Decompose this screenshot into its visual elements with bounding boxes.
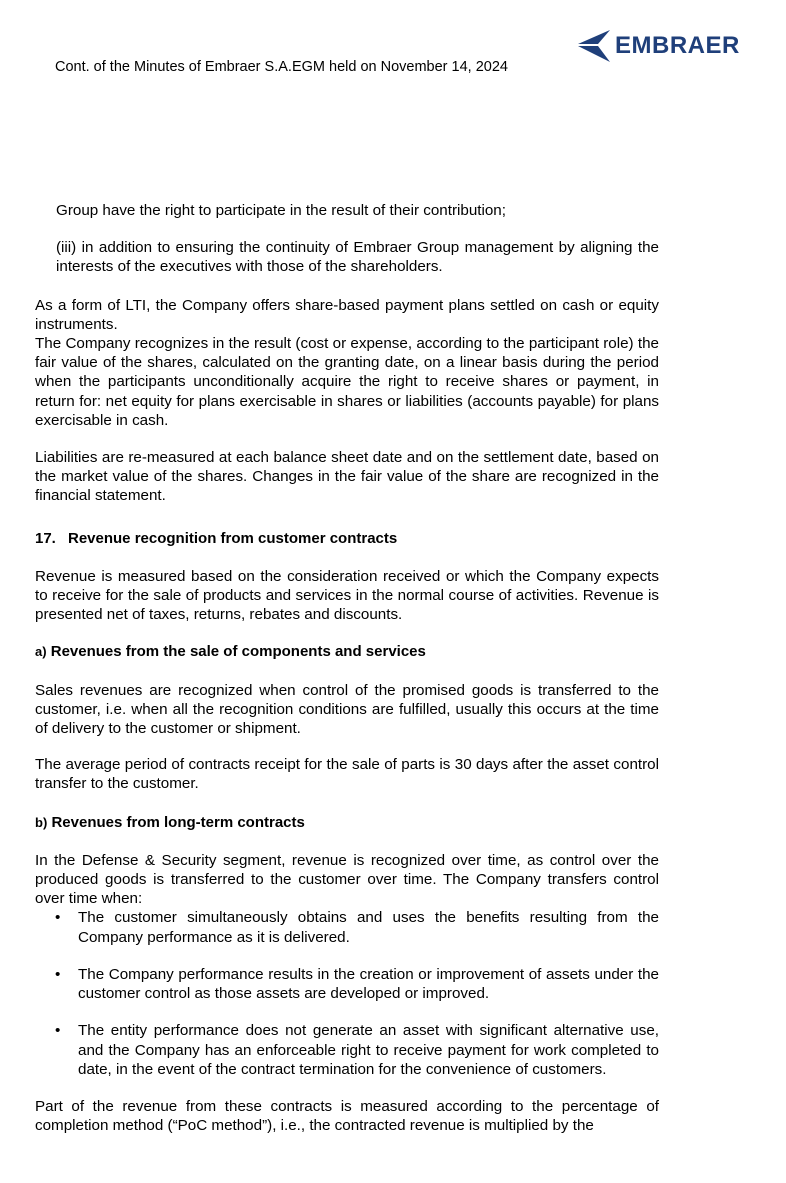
subsection-tag: a) (35, 644, 47, 660)
logo-wordmark: EMBRAER (615, 32, 740, 59)
paragraph-revenue: Revenue is measured based on the consideration received or which the Company expects to receive for the sale of products and services in the normal course of activities. Revenue is presented net of taxes, returns, rebates and discounts. (35, 567, 659, 624)
document-body (35, 201, 659, 1135)
section-heading-17 (35, 529, 659, 548)
embraer-logo (576, 28, 768, 64)
paragraph-liabilities: Liabilities are re-measured at each balance sheet date and on the settlement date, based on the market value of the shares. Changes in the fair value of the share are recognized in the financial statement. (35, 449, 659, 505)
section-number: 17. (35, 529, 56, 547)
subsection-title: Revenues from long-term contracts (51, 813, 305, 831)
list-item: • The customer simultaneously obtains and uses the benefits resulting from the Company performance as it is delivered. (35, 908, 659, 946)
section-title: Revenue recognition from customer contracts (68, 529, 398, 547)
paragraph-defense: In the Defense & Security segment, revenue is recognized over time, as control over the produced goods is transferred to the customer over time. The Company transfers control over time when: (35, 851, 659, 908)
list-item: • The Company performance results in the creation or improvement of assets under the customer control as those assets are developed or improved. (35, 965, 659, 1003)
minutes-header: Cont. of the Minutes of Embraer S.A.EGM held on November 14, 2024 (55, 59, 508, 75)
paragraph-sales: Sales revenues are recognized when control of the promised goods is transferred to the customer, i.e. when all the recognition conditions are fulfilled, usually this occurs at the time of delivery to the customer or shipment. (35, 681, 659, 738)
paragraph-poc: Part of the revenue from these contracts is measured according to the percentage of completion method (“PoC method”), i.e., the contracted revenue is multiplied by the (35, 1097, 659, 1135)
paragraph-average: The average period of contracts receipt for the sale of parts is 30 days after the asset control transfer to the customer. (35, 756, 659, 793)
bullet-list (35, 908, 659, 1078)
embraer-arrow-icon (576, 28, 616, 64)
paragraph-lti-1: As a form of LTI, the Company offers share-based payment plans settled on cash or equity instruments. (35, 296, 659, 333)
paragraph-lti-2: The Company recognizes in the result (cost or expense, according to the participant role) the fair value of the shares, calculated on the granting date, on a linear basis during the period when the participants unconditionally acquire the right to receive shares or payment, in return for: net equity for plans exercisable in shares or liabilities (accounts payable) for plans exercisable in cash. (35, 335, 659, 429)
subsection-tag: b) (35, 814, 48, 830)
subsection-title: Revenues from the sale of components and services (50, 643, 426, 661)
subsection-heading-b (35, 813, 659, 832)
subsection-heading-a (35, 642, 659, 661)
list-item: • The entity performance does not generate an asset with significant alternative use, and the Company has an enforceable right to receive payment for work completed to date, in the event of the contract termination for the convenience of customers. (35, 1021, 659, 1079)
paragraph-iii: (iii) in addition to ensuring the continuity of Embraer Group management by aligning the interests of the executives with those of the shareholders. (56, 239, 659, 276)
paragraph-group: Group have the right to participate in the result of their contribution; (56, 202, 506, 219)
